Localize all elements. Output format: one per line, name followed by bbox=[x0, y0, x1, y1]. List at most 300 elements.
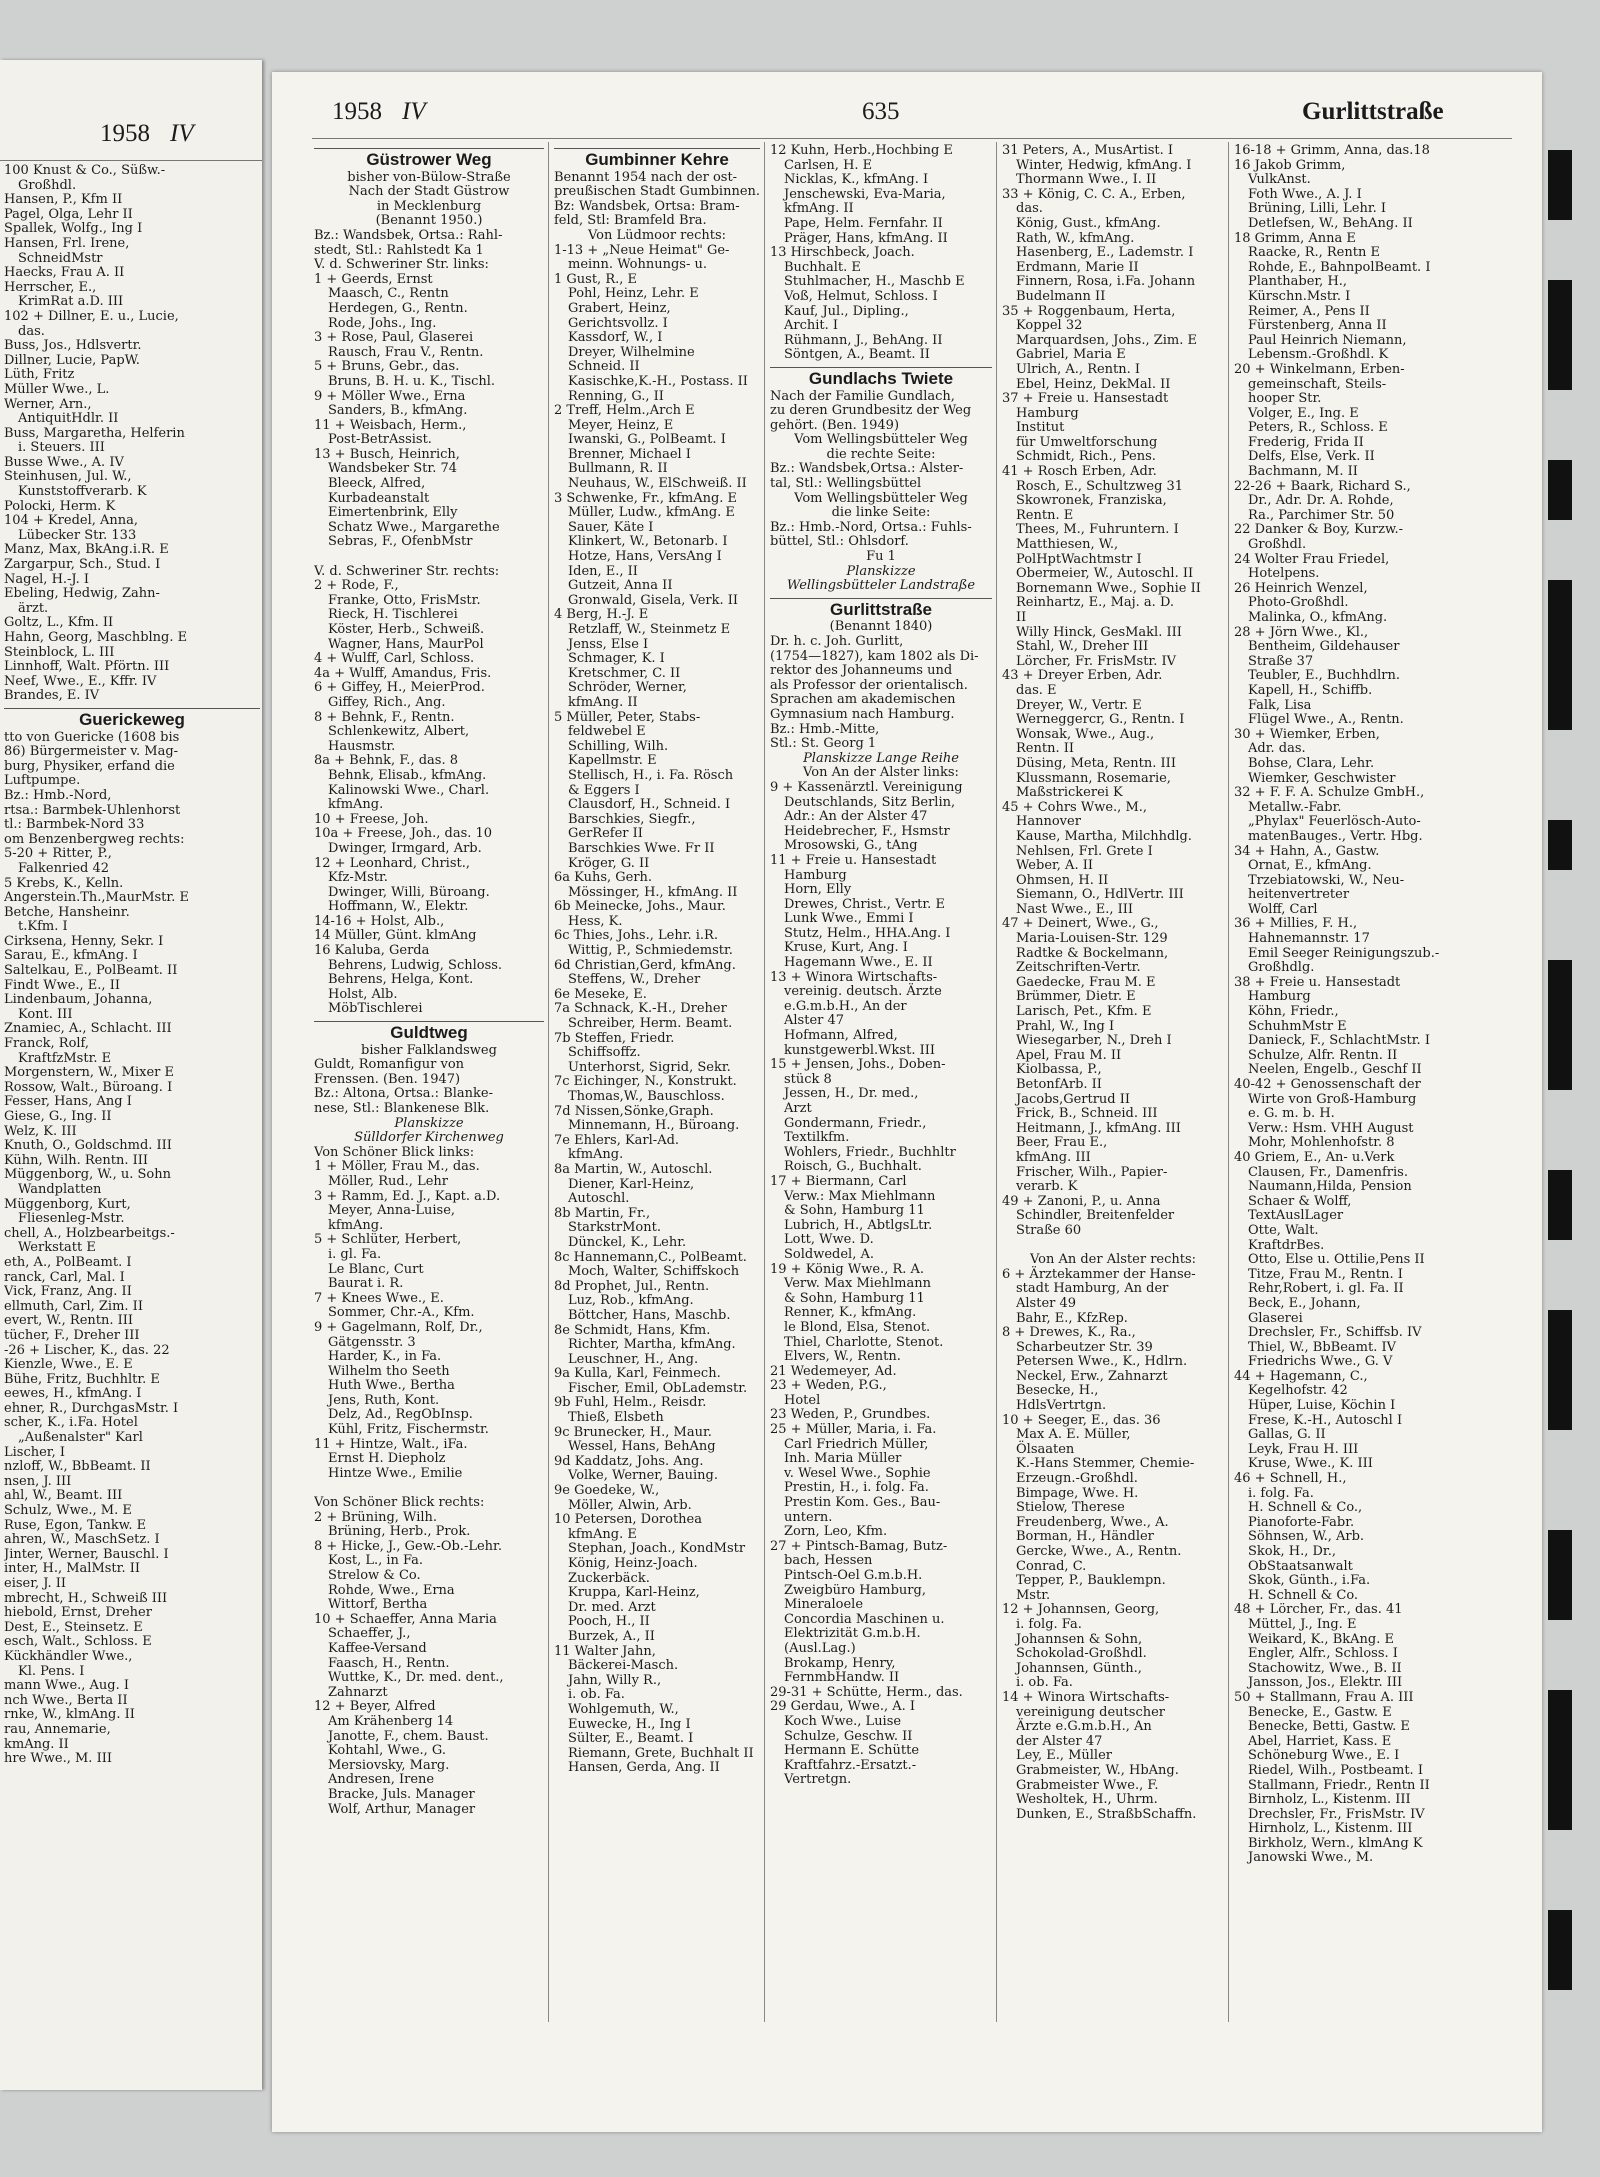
resident-entry: Düsing, Meta, Rentn. III bbox=[1016, 755, 1176, 771]
directory-entry: Bz.: Hmb.-Mitte, bbox=[770, 721, 880, 737]
resident-entry: Luz, Rob., kfmAng. bbox=[568, 1293, 694, 1309]
directory-entry: Steinblock, L. III bbox=[4, 644, 115, 660]
street-note: die rechte Seite: bbox=[826, 446, 936, 462]
directory-entry: eth, A., PolBeamt. I bbox=[4, 1254, 132, 1270]
street-note: Von An der Alster links: bbox=[803, 765, 959, 781]
resident-entry: VulkAnst. bbox=[1248, 172, 1311, 188]
resident-entry: heitenvertreter bbox=[1248, 887, 1350, 903]
street-note: die linke Seite: bbox=[831, 505, 931, 521]
resident-entry: Barschkies, Siegfr., bbox=[568, 811, 696, 827]
directory-entry: ahren, W., MaschSetz. I bbox=[4, 1532, 160, 1548]
directory-entry: inter, H., MalMstr. II bbox=[4, 1561, 140, 1577]
resident-entry: Carlsen, H. E bbox=[784, 157, 873, 173]
resident-entry: Elektrizität G.m.b.H. bbox=[784, 1626, 921, 1642]
resident-entry: ärzt. bbox=[18, 600, 49, 616]
thumb-tab bbox=[1548, 1530, 1572, 1620]
resident-entry: Beck, E., Johann, bbox=[1248, 1295, 1361, 1311]
resident-entry: Maasch, C., Rentn bbox=[328, 286, 449, 302]
resident-entry: Sanders, B., kfmAng. bbox=[328, 403, 468, 419]
directory-entry: 4 Berg, H.-J. E bbox=[554, 607, 649, 623]
resident-entry: Benecke, Betti, Gastw. E bbox=[1248, 1719, 1410, 1735]
directory-entry: 8 + Hicke, J., Gew.-Ob.-Lehr. bbox=[314, 1538, 502, 1554]
directory-entry: gehört. (Ben. 1949) bbox=[770, 417, 900, 433]
resident-entry: Wandsbeker Str. 74 bbox=[328, 461, 458, 477]
resident-entry: Unterhorst, Sigrid, Sekr. bbox=[568, 1059, 731, 1075]
resident-entry: Raacke, R., Rentn E bbox=[1248, 245, 1380, 261]
resident-entry: Zuckerbäck. bbox=[568, 1570, 650, 1586]
resident-entry: Herdegen, G., Rentn. bbox=[328, 300, 468, 316]
resident-entry: Hansen, Gerda, Ang. II bbox=[568, 1760, 720, 1776]
thumb-tab bbox=[1548, 460, 1572, 520]
directory-entry: 38 + Freie u. Hansestadt bbox=[1234, 974, 1401, 990]
directory-entry: 14-16 + Holst, Alb., bbox=[314, 913, 445, 929]
resident-entry: Iden, E., II bbox=[568, 563, 638, 579]
directory-entry: rnke, W., klmAng. II bbox=[4, 1707, 135, 1723]
directory-entry: 10 + Freese, Joh. bbox=[314, 811, 429, 827]
resident-entry: II bbox=[1016, 610, 1027, 625]
directory-entry: 12 + Beyer, Alfred bbox=[314, 1699, 436, 1715]
resident-entry: Bahr, E., KfzRep. bbox=[1016, 1310, 1128, 1326]
directory-entry: 22 Danker & Boy, Kurzw.- bbox=[1234, 522, 1404, 538]
resident-entry: Gutzeit, Anna II bbox=[568, 578, 673, 594]
directory-entry: Knuth, O., Goldschmd. III bbox=[4, 1138, 172, 1154]
resident-entry: Brümmer, Dietr. E bbox=[1016, 989, 1136, 1005]
directory-entry: 50 + Stallmann, Frau A. III bbox=[1234, 1689, 1414, 1705]
directory-entry: 35 + Roggenbaum, Herta, bbox=[1002, 303, 1176, 319]
resident-entry: Alster 49 bbox=[1016, 1295, 1077, 1311]
directory-entry: 6 + Giffey, H., MeierProd. bbox=[314, 680, 485, 696]
resident-entry: KrimRat a.D. III bbox=[18, 294, 124, 310]
resident-entry: Emil Seeger Reinigungszub.- bbox=[1248, 945, 1440, 961]
directory-entry: 24 Wolter Frau Friedel, bbox=[1234, 551, 1390, 567]
resident-entry: Rehr,Robert, i. gl. Fa. II bbox=[1248, 1281, 1404, 1297]
resident-entry: feldwebel E bbox=[568, 724, 646, 740]
resident-entry: Köster, Herb., Schweiß. bbox=[328, 622, 485, 637]
directory-entry: 104 + Kredel, Anna, bbox=[4, 513, 139, 529]
resident-entry: Glaserei bbox=[1248, 1310, 1303, 1326]
resident-entry: Fliesenleg-Mstr. bbox=[18, 1211, 125, 1227]
resident-entry: Autoschl. bbox=[568, 1191, 630, 1207]
resident-entry: Gätgensstr. 3 bbox=[328, 1334, 416, 1350]
resident-entry: Hotze, Hans, VersAng I bbox=[568, 549, 722, 565]
directory-entry: nsen, J. III bbox=[4, 1473, 72, 1489]
street-note: Nach der Stadt Güstrow bbox=[348, 184, 510, 200]
resident-entry: Lubrich, H., AbtlgsLtr. bbox=[784, 1217, 933, 1233]
resident-entry: Heidebrecher, F., Hsmstr bbox=[784, 823, 950, 839]
directory-entry: 10a + Freese, Joh., das. 10 bbox=[314, 826, 493, 842]
resident-entry: Neckel, Erw., Zahnarzt bbox=[1016, 1368, 1168, 1384]
resident-entry: Sauer, Käte I bbox=[568, 519, 654, 535]
directory-entry: 5-20 + Ritter, P., bbox=[4, 846, 112, 862]
resident-entry: kunstgewerbl.Wkst. III bbox=[784, 1042, 935, 1058]
directory-entry: Spallek, Wolfg., Ing I bbox=[4, 221, 143, 237]
resident-entry: Riedel, Wilh., Postbeamt. I bbox=[1248, 1762, 1423, 1778]
resident-entry: Mohr, Mohlenhofstr. 8 bbox=[1248, 1135, 1395, 1151]
directory-entry: Sprachen am akademischen bbox=[770, 692, 956, 708]
directory-entry: rtsa.: Barmbek-Uhlenhorst bbox=[4, 802, 181, 818]
resident-entry: Foth Wwe., A. J. I bbox=[1248, 186, 1362, 202]
resident-entry: Retzlaff, W., Steinmetz E bbox=[568, 622, 731, 637]
resident-entry: Ley, E., Müller bbox=[1016, 1748, 1113, 1764]
planskizze-note: Planskizze bbox=[846, 563, 916, 579]
directory-entry: 10 + Schaeffer, Anna Maria bbox=[314, 1611, 497, 1627]
directory-entry: Dr. h. c. Joh. Gurlitt, bbox=[770, 634, 904, 649]
resident-entry: Thiel, W., BbBeamt. IV bbox=[1248, 1339, 1397, 1355]
resident-entry: Winter, Hedwig, kfmAng. I bbox=[1016, 157, 1192, 173]
resident-entry: Wiesegarber, N., Dreh I bbox=[1016, 1033, 1172, 1049]
resident-entry: Freudenberg, Wwe., A. bbox=[1016, 1514, 1169, 1530]
resident-entry: Rosch, E., Schultzweg 31 bbox=[1016, 478, 1184, 494]
resident-entry: Ölsaaten bbox=[1016, 1441, 1075, 1457]
resident-entry: Nast Wwe., E., III bbox=[1016, 901, 1134, 917]
resident-entry: Zahnarzt bbox=[328, 1684, 388, 1700]
resident-entry: Schmager, K. I bbox=[568, 651, 665, 667]
resident-entry: Müller, Ludw., kfmAng. E bbox=[568, 505, 735, 521]
directory-column-2 bbox=[554, 144, 760, 2102]
directory-entry: 20 + Winkelmann, Erben- bbox=[1234, 361, 1405, 377]
resident-entry: Jens, Ruth, Kont. bbox=[328, 1392, 440, 1408]
directory-entry: 6e Meseke, E. bbox=[554, 986, 647, 1002]
resident-entry: & Eggers I bbox=[568, 782, 640, 798]
resident-entry: Böttcher, Hans, Maschb. bbox=[568, 1307, 731, 1323]
resident-entry: stadt Hamburg, An der bbox=[1016, 1281, 1169, 1297]
directory-entry: 10 Petersen, Dorothea bbox=[554, 1512, 702, 1528]
directory-entry: 102 + Dillner, E. u., Lucie, bbox=[4, 308, 179, 324]
street-note: Von An der Alster rechts: bbox=[1029, 1252, 1197, 1268]
directory-entry: 19 + König Wwe., R. A. bbox=[770, 1261, 925, 1277]
resident-entry: meinn. Wohnungs- u. bbox=[568, 257, 708, 273]
directory-entry: 7e Ehlers, Karl-Ad. bbox=[554, 1132, 680, 1148]
resident-entry: i. gl. Fa. bbox=[328, 1246, 382, 1262]
directory-entry: Benannt 1954 nach der ost- bbox=[554, 169, 738, 185]
directory-entry: nzloff, W., BbBeamt. II bbox=[4, 1459, 151, 1475]
resident-entry: untern. bbox=[784, 1509, 833, 1525]
resident-entry: Malinka, O., kfmAng. bbox=[1248, 610, 1388, 625]
resident-entry: Meyer, Anna-Luise, bbox=[328, 1203, 456, 1219]
left-page-part: IV bbox=[170, 120, 194, 147]
directory-entry: rektor des Johanneums und bbox=[770, 663, 953, 679]
resident-entry: kfmAng. bbox=[568, 1147, 624, 1163]
resident-entry: Thormann Wwe., I. II bbox=[1016, 172, 1157, 188]
directory-entry: 13 Hirschbeck, Joach. bbox=[770, 245, 915, 261]
resident-entry: Petersen Wwe., K., Hdlrn. bbox=[1016, 1354, 1188, 1370]
resident-entry: Möller, Rud., Lehr bbox=[328, 1173, 448, 1189]
resident-entry: Grabmeister Wwe., F. bbox=[1016, 1777, 1159, 1793]
resident-entry: Hotelpens. bbox=[1248, 566, 1320, 582]
resident-entry: Iwanski, G., PolBeamt. I bbox=[568, 432, 726, 448]
planskizze-note: Wellingsbütteler Landstraße bbox=[786, 578, 976, 594]
resident-entry: „Phylax" Feuerlösch-Auto- bbox=[1248, 814, 1421, 830]
resident-entry: Kalinowski Wwe., Charl. bbox=[328, 782, 490, 798]
resident-entry: SchuhmMstr E bbox=[1248, 1018, 1347, 1034]
directory-entry: Cirksena, Henny, Sekr. I bbox=[4, 933, 164, 949]
directory-entry: burg, Physiker, erfand die bbox=[4, 758, 175, 774]
resident-entry: Budelmann II bbox=[1016, 288, 1106, 304]
resident-entry: Dreyer, W., Vertr. E bbox=[1016, 697, 1142, 713]
resident-entry: & Sohn, Hamburg 11 bbox=[784, 1290, 925, 1306]
resident-entry: Wittig, P., Schmiedemstr. bbox=[568, 943, 733, 959]
resident-entry: Fürstenberg, Anna II bbox=[1248, 318, 1387, 334]
resident-entry: Gabriel, Maria E bbox=[1016, 347, 1126, 363]
resident-entry: Rieck, H. Tischlerei bbox=[328, 607, 458, 623]
directory-entry: Morgenstern, W., Mixer E bbox=[4, 1065, 174, 1081]
resident-entry: das. bbox=[18, 323, 45, 339]
resident-entry: Stielow, Therese bbox=[1016, 1500, 1125, 1516]
directory-entry: 47 + Deinert, Wwe., G., bbox=[1002, 916, 1159, 932]
directory-entry: 7d Nissen,Sönke,Graph. bbox=[554, 1103, 714, 1119]
directory-entry: feld, Stl: Bramfeld Bra. bbox=[554, 213, 707, 229]
resident-entry: Neelen, Engelb., Geschf II bbox=[1248, 1062, 1422, 1078]
directory-column-3 bbox=[770, 144, 992, 2102]
resident-entry: v. Wesel Wwe., Sophie bbox=[784, 1465, 931, 1481]
resident-entry: Conrad, C. bbox=[1016, 1558, 1087, 1574]
page-part: IV bbox=[402, 98, 426, 125]
resident-entry: Kegelhofstr. 42 bbox=[1248, 1383, 1348, 1399]
resident-entry: Stutz, Helm., HHA.Ang. I bbox=[784, 925, 951, 941]
directory-entry: 22-26 + Baark, Richard S., bbox=[1234, 478, 1411, 494]
directory-entry: 8c Hannemann,C., PolBeamt. bbox=[554, 1249, 747, 1265]
resident-entry: Kürschn.Mstr. I bbox=[1248, 288, 1351, 304]
directory-entry: 7b Steffen, Friedr. bbox=[554, 1030, 675, 1046]
directory-entry: 40 Griem, E., An- u.Verk bbox=[1234, 1149, 1395, 1165]
resident-entry: Engler, Alfr., Schloss. I bbox=[1248, 1646, 1398, 1662]
resident-entry: Thieß, Elsbeth bbox=[568, 1410, 664, 1426]
resident-entry: Le Blanc, Curt bbox=[328, 1261, 424, 1277]
resident-entry: Rentn. E bbox=[1016, 507, 1074, 523]
street-heading: Gundlachs Twiete bbox=[770, 367, 992, 390]
resident-entry: Neuhaus, W., ElSchweiß. II bbox=[568, 476, 747, 492]
resident-entry: Benecke, E., Gastw. E bbox=[1248, 1704, 1392, 1720]
resident-entry: Detlefsen, W., BehAng. II bbox=[1248, 215, 1413, 231]
directory-entry: mann Wwe., Aug. I bbox=[4, 1678, 130, 1694]
resident-entry: Wonsak, Wwe., Aug., bbox=[1016, 726, 1155, 742]
resident-entry: Heitmann, J., kfmAng. III bbox=[1016, 1120, 1181, 1136]
directory-entry: 12 Kuhn, Herb.,Hochbing E bbox=[770, 144, 953, 158]
resident-entry: Clausdorf, H., Schneid. I bbox=[568, 797, 731, 813]
resident-entry: Deutschlands, Sitz Berlin, bbox=[784, 794, 956, 810]
directory-entry: Haecks, Frau A. II bbox=[4, 265, 125, 281]
resident-entry: Apel, Frau M. II bbox=[1016, 1047, 1122, 1063]
resident-entry: Schlenkewitz, Albert, bbox=[328, 724, 470, 740]
resident-entry: Max A. E. Müller, bbox=[1016, 1427, 1131, 1443]
directory-entry: 6c Thies, Johs., Lehr. i.R. bbox=[554, 928, 718, 944]
resident-entry: Söhnsen, W., Arb. bbox=[1248, 1529, 1365, 1545]
resident-entry: BetonfArb. II bbox=[1016, 1077, 1102, 1092]
directory-entry: 37 + Freie u. Hansestadt bbox=[1002, 391, 1169, 407]
directory-entry: Busse Wwe., A. IV bbox=[4, 454, 124, 470]
resident-entry: Adr. das. bbox=[1248, 741, 1306, 757]
directory-entry: evert, W., Rentn. III bbox=[4, 1313, 134, 1329]
resident-entry: Dünckel, K., Lehr. bbox=[568, 1234, 687, 1250]
resident-entry: Titze, Frau M., Rentn. I bbox=[1248, 1266, 1403, 1282]
resident-entry: Schindler, Breitenfelder bbox=[1016, 1208, 1175, 1224]
street-heading: Gurlittstraße bbox=[770, 598, 992, 621]
directory-entry: Steinhusen, Jul. W., bbox=[4, 469, 132, 485]
directory-entry: Hansen, P., Kfm II bbox=[4, 192, 123, 208]
resident-entry: Kauf, Jul., Dipling., bbox=[784, 303, 909, 319]
resident-entry: Behrens, Ludwig, Schloss. bbox=[328, 957, 503, 973]
resident-entry: e. G. m. b. H. bbox=[1248, 1106, 1335, 1122]
directory-entry: 36 + Millies, F. H., bbox=[1234, 916, 1358, 932]
resident-entry: Wandplatten bbox=[18, 1181, 102, 1197]
resident-entry: Kruppa, Karl-Heinz, bbox=[568, 1585, 700, 1601]
resident-entry: Köhn, Friedr., bbox=[1248, 1004, 1339, 1020]
directory-entry: büttel, Stl.: Ohlsdorf. bbox=[770, 534, 909, 550]
directory-entry: Buss, Margaretha, Helferin bbox=[4, 425, 185, 441]
resident-entry: TextAuslLager bbox=[1248, 1208, 1344, 1224]
resident-entry: Bäckerei-Masch. bbox=[568, 1658, 679, 1674]
resident-entry: Bruns, B. H. u. K., Tischl. bbox=[328, 373, 496, 389]
resident-entry: Leyk, Frau H. III bbox=[1248, 1441, 1359, 1457]
resident-entry: König, Gust., kfmAng. bbox=[1016, 215, 1161, 231]
resident-entry: Drewes, Christ., Vertr. E bbox=[784, 896, 945, 912]
resident-entry: Müttel, J., Ing. E bbox=[1248, 1616, 1357, 1632]
resident-entry: Mössinger, H., kfmAng. II bbox=[568, 884, 738, 900]
resident-entry: Behrens, Helga, Kont. bbox=[328, 972, 474, 988]
resident-entry: Jessen, H., Dr. med., bbox=[784, 1086, 919, 1102]
directory-entry: Lischer, I bbox=[4, 1444, 65, 1460]
resident-entry: Kapellmstr. E bbox=[568, 753, 657, 769]
directory-entry: 4 + Wulff, Carl, Schloss. bbox=[314, 651, 475, 667]
resident-entry: Wesholtek, H., Uhrm. bbox=[1016, 1792, 1158, 1808]
resident-entry: kfmAng. II bbox=[784, 201, 854, 217]
resident-entry: Rohde, E., BahnpolBeamt. I bbox=[1248, 259, 1431, 275]
directory-entry: Kühn, Wilh. Rentn. III bbox=[4, 1152, 149, 1168]
directory-entry: Nagel, H.-J. I bbox=[4, 571, 90, 587]
resident-entry: Franke, Otto, FrisMstr. bbox=[328, 592, 481, 608]
resident-entry: Dr. med. Arzt bbox=[568, 1599, 656, 1615]
resident-entry: Bleeck, Alfred, bbox=[328, 476, 426, 492]
resident-entry: AntiquitHdlr. II bbox=[18, 411, 119, 427]
resident-entry: ObStaatsanwalt bbox=[1248, 1558, 1353, 1574]
resident-entry: Ärzte e.G.m.b.H., An bbox=[1016, 1719, 1152, 1735]
resident-entry: Radtke & Bockelmann, bbox=[1016, 945, 1169, 961]
resident-entry: Minnemann, H., Büroang. bbox=[568, 1118, 740, 1134]
directory-entry: Dest, E., Steinsetz. E bbox=[4, 1619, 143, 1635]
resident-entry: Thees, M., Fuhruntern. I bbox=[1016, 522, 1179, 538]
directory-entry: Vick, Franz, Ang. II bbox=[4, 1284, 132, 1300]
resident-entry: Sülter, E., Beamt. I bbox=[568, 1731, 694, 1747]
directory-entry: 23 + Weden, P.G., bbox=[770, 1378, 887, 1394]
directory-entry: 5 + Bruns, Gebr., das. bbox=[314, 359, 460, 375]
resident-entry: Kraftfahrz.-Ersatzt.- bbox=[784, 1757, 917, 1773]
resident-entry: Birnholz, L., Kistenm. III bbox=[1248, 1792, 1411, 1808]
resident-entry: verarb. K bbox=[1016, 1179, 1078, 1195]
resident-entry: Reinhartz, E., Maj. a. D. bbox=[1016, 595, 1175, 611]
resident-entry: KraftdrBes. bbox=[1248, 1237, 1325, 1253]
thumb-tab bbox=[1548, 1170, 1572, 1240]
resident-entry: Larisch, Pet., Kfm. E bbox=[1016, 1004, 1152, 1020]
directory-entry: 45 + Cohrs Wwe., M., bbox=[1002, 799, 1148, 815]
directory-entry: Findt Wwe., E., II bbox=[4, 977, 120, 993]
resident-entry: Baurat i. R. bbox=[328, 1276, 404, 1292]
resident-entry: Matthiesen, W., bbox=[1016, 537, 1119, 553]
resident-entry: Mrosowski, G., tAng bbox=[784, 838, 918, 854]
directory-entry: Schulz, Wwe., M. E bbox=[4, 1503, 132, 1519]
resident-entry: Rode, Johs., Ing. bbox=[328, 315, 437, 331]
resident-entry: Kohtahl, Wwe., G. bbox=[328, 1743, 446, 1759]
street-heading: Guldtweg bbox=[314, 1021, 544, 1044]
resident-entry: Inh. Maria Müller bbox=[784, 1451, 902, 1467]
directory-entry: stedt, Stl.: Rahlstedt Ka 1 bbox=[314, 242, 484, 258]
directory-entry: Giese, G., Ing. II bbox=[4, 1109, 112, 1124]
resident-entry: Frese, K.-H., Autoschl I bbox=[1248, 1412, 1403, 1428]
resident-entry: Naumann,Hilda, Pension bbox=[1248, 1179, 1412, 1195]
resident-entry: Reimer, A., Pens II bbox=[1248, 303, 1370, 319]
resident-entry: Pape, Helm. Fernfahr. II bbox=[784, 215, 943, 231]
directory-entry: 17 + Biermann, Carl bbox=[770, 1173, 907, 1189]
resident-entry: „Außenalster" Karl bbox=[18, 1430, 143, 1446]
resident-entry: Photo-Großhdl. bbox=[1248, 595, 1349, 611]
resident-entry: Bullmann, R. II bbox=[568, 461, 668, 477]
directory-entry: 8a + Behnk, F., das. 8 bbox=[314, 753, 458, 769]
directory-entry: 13 + Winora Wirtschafts- bbox=[770, 969, 938, 985]
resident-entry: Zweigbüro Hamburg, bbox=[784, 1582, 926, 1598]
resident-entry: Lott, Wwe. D. bbox=[784, 1232, 874, 1248]
resident-entry: Stephan, Joach., KondMstr bbox=[568, 1541, 746, 1557]
resident-entry: Koch Wwe., Luise bbox=[784, 1713, 902, 1729]
directory-entry: 5 Krebs, K., Kelln. bbox=[4, 875, 124, 891]
resident-entry: Abel, Harriet, Kass. E bbox=[1248, 1733, 1392, 1749]
resident-entry: Kretschmer, C. II bbox=[568, 665, 681, 681]
resident-entry: Hofmann, Alfred, bbox=[784, 1028, 898, 1044]
resident-entry: Prahl, W., Ing I bbox=[1016, 1018, 1115, 1034]
directory-entry: tücher, F., Dreher III bbox=[4, 1327, 140, 1343]
resident-entry: Eimertenbrink, Elly bbox=[328, 505, 458, 521]
directory-entry: Müller Wwe., L. bbox=[4, 381, 110, 397]
thumb-tab bbox=[1548, 960, 1572, 1090]
directory-entry: 9e Goedeke, W., bbox=[554, 1483, 660, 1499]
directory-entry: 86) Bürgermeister v. Mag- bbox=[4, 744, 179, 760]
resident-entry: Barschkies Wwe. Fr II bbox=[568, 840, 715, 856]
resident-entry: Wilhelm tho Seeth bbox=[328, 1363, 450, 1379]
directory-entry: 30 + Wiemker, Erben, bbox=[1234, 726, 1380, 742]
resident-entry: Mersiovsky, Marg. bbox=[328, 1757, 450, 1773]
directory-entry: 7 + Knees Wwe., E. bbox=[314, 1290, 444, 1306]
resident-entry: Paul Heinrich Niemann, bbox=[1248, 332, 1407, 348]
resident-entry: Drechsler, Fr., FrisMstr. IV bbox=[1248, 1806, 1425, 1822]
directory-entry: 9b Fuhl, Helm., Reisdr. bbox=[554, 1395, 707, 1411]
resident-entry: Giffey, Rich., Ang. bbox=[328, 694, 446, 710]
resident-entry: Willy Hinck, GesMakl. III bbox=[1016, 624, 1182, 640]
directory-entry: 29-31 + Schütte, Herm., das. bbox=[770, 1684, 963, 1700]
directory-entry: 9c Brunecker, H., Maur. bbox=[554, 1424, 712, 1440]
directory-entry: Kienzle, Wwe., E. E bbox=[4, 1357, 133, 1373]
resident-entry: Huth Wwe., Bertha bbox=[328, 1378, 455, 1394]
resident-entry: Kaffee-Versand bbox=[328, 1640, 427, 1656]
resident-entry: Schneid. II bbox=[568, 359, 640, 375]
directory-entry: Bz.: Hmb.-Nord, bbox=[4, 787, 112, 803]
book-edge bbox=[1548, 130, 1592, 2080]
resident-entry: Lörcher, Fr. FrisMstr. IV bbox=[1016, 653, 1176, 669]
resident-entry: Holst, Alb. bbox=[328, 986, 398, 1002]
resident-entry: Kunststoffverarb. K bbox=[18, 484, 147, 500]
resident-entry: Werkstatt E bbox=[18, 1240, 96, 1256]
directory-entry: preußischen Stadt Gumbinnen. bbox=[554, 184, 760, 200]
directory-entry: Franck, Rolf, bbox=[4, 1036, 90, 1052]
resident-entry: Gondermann, Friedr., bbox=[784, 1115, 927, 1131]
resident-entry: Kiolbassa, P., bbox=[1016, 1062, 1102, 1078]
directory-entry: 11 + Weisbach, Herm., bbox=[314, 417, 467, 433]
resident-entry: Rentn. II bbox=[1016, 741, 1074, 757]
directory-entry: 6a Kuhs, Gerh. bbox=[554, 870, 653, 886]
directory-entry: zu deren Grundbesitz der Weg bbox=[770, 403, 972, 419]
resident-entry: Lebensm.-Großhdl. K bbox=[1248, 347, 1389, 363]
directory-entry: 16-18 + Grimm, Anna, das.18 bbox=[1234, 144, 1430, 158]
resident-entry: Kröger, G. II bbox=[568, 855, 650, 871]
resident-entry: Maria-Louisen-Str. 129 bbox=[1016, 931, 1168, 947]
resident-entry: Hahnemannstr. 17 bbox=[1248, 931, 1370, 947]
